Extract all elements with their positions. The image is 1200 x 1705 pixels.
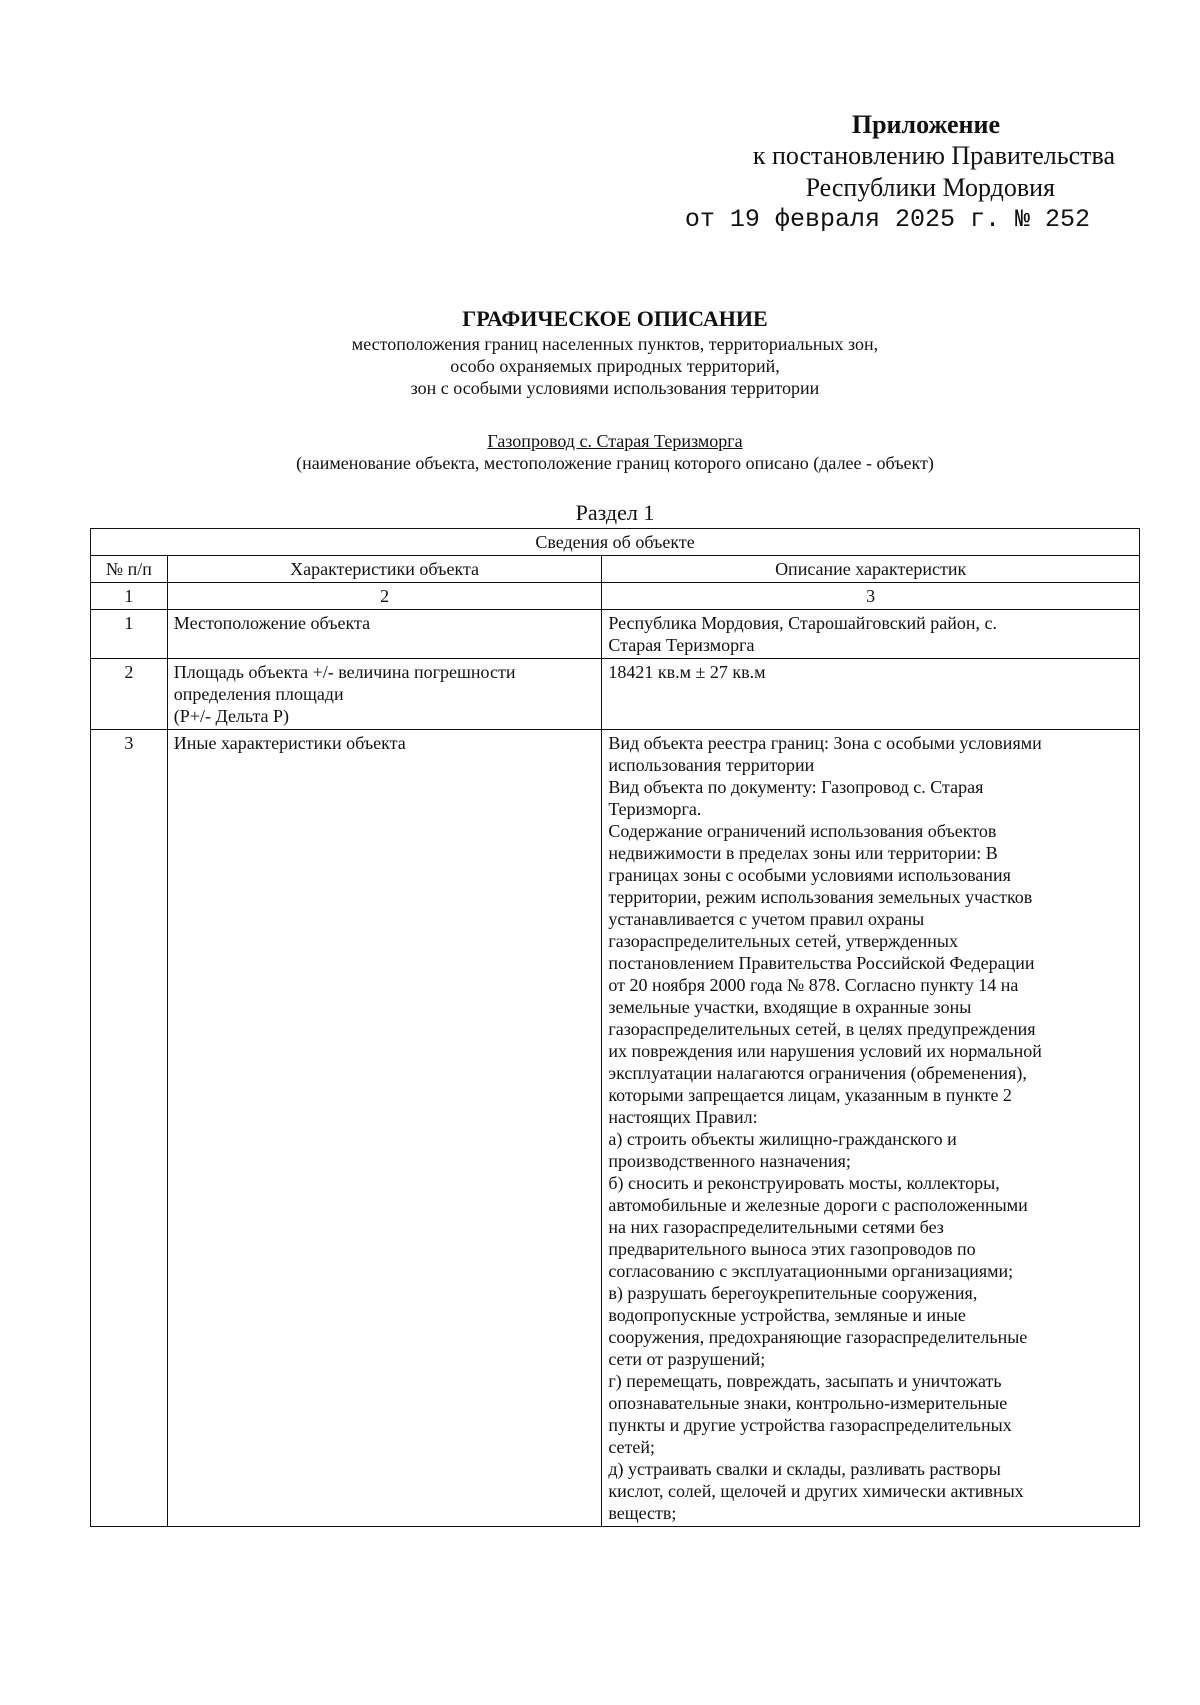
document-subtitle-2: особо охраняемых природных территорий, bbox=[450, 356, 780, 376]
document-heading bbox=[90, 305, 1140, 399]
object-name: Газопровод с. Старая Теризморга bbox=[487, 431, 743, 451]
appendix-title: Приложение bbox=[851, 110, 1000, 139]
row-number: 2 bbox=[91, 659, 168, 730]
object-name-caption: (наименование объекта, местоположение границ которого описано (далее - объект) bbox=[296, 453, 934, 473]
section-title: Раздел 1 bbox=[575, 500, 655, 525]
appendix-line-3: от 19 февраля 2025 г. № 252 bbox=[684, 205, 1090, 234]
appendix-line-2: Республики Мордовия bbox=[805, 173, 1055, 202]
object-name-block bbox=[90, 430, 1140, 474]
row-characteristic: Иные характеристики объекта bbox=[167, 730, 602, 1527]
column-number-row bbox=[91, 583, 1140, 610]
table-row bbox=[91, 730, 1140, 1527]
header-description: Описание характеристик bbox=[602, 556, 1140, 583]
row-description: 18421 кв.м ± 27 кв.м bbox=[602, 659, 1140, 730]
document-subtitle-3: зон с особыми условиями использования территории bbox=[410, 378, 820, 398]
header-characteristic: Характеристики объекта bbox=[167, 556, 602, 583]
row-number: 3 bbox=[91, 730, 168, 1527]
object-info-table bbox=[90, 528, 1140, 1527]
column-number-3: 3 bbox=[602, 583, 1140, 610]
document-subtitle-1: местоположения границ населенных пунктов, территориальных зон, bbox=[351, 334, 879, 354]
table-title: Сведения об объекте bbox=[91, 529, 1140, 556]
column-number-2: 2 bbox=[167, 583, 602, 610]
document-title: ГРАФИЧЕСКОЕ ОПИСАНИЕ bbox=[462, 306, 768, 331]
row-characteristic: Площадь объекта +/- величина погрешности определения площади (Р+/- Дельта Р) bbox=[167, 659, 602, 730]
table-header-row bbox=[91, 556, 1140, 583]
appendix-block bbox=[595, 110, 1115, 236]
table-title-row bbox=[91, 529, 1140, 556]
table-row bbox=[91, 659, 1140, 730]
row-description: Республика Мордовия, Старошайговский район, с. Старая Теризморга bbox=[602, 610, 1140, 659]
appendix-line-1: к постановлению Правительства bbox=[752, 141, 1115, 170]
row-number: 1 bbox=[91, 610, 168, 659]
row-description: Вид объекта реестра границ: Зона с особыми условиями использования территории Вид объекта по документу: Газопровод с. Старая Теризморга. Содержание ограничений использования объектов недвижимости в пределах зоны или территории: В границах зоны с особыми условиями использования территории, режим использования земельных участков устанавливается с учетом правил охраны газораспределительных сетей, утвержденных постановлением Правительства Российской Федерации от 20 ноября 2000 года № 878. Согласно пункту 14 на земельные участки, входящие в охранные зоны газораспределительных сетей, в целях предупреждения их повреждения или нарушения условий их нормальной эксплуатации налагаются ограничения (обременения), которыми запрещается лицам, указанным в пункте 2 настоящих Правил: а) строить объекты жилищно-гражданского и производственного назначения; б) сносить и реконструировать мосты, коллекторы, автомобильные и железные дороги с расположенными на них газораспределительными сетями без предварительного выноса этих газопроводов по согласованию с эксплуатационными организациями; в) разрушать берегоукрепительные сооружения, водопропускные устройства, земляные и иные сооружения, предохраняющие газораспределительные сети от разрушений; г) перемещать, повреждать, засыпать и уничтожать опознавательные знаки, контрольно-измерительные пункты и другие устройства газораспределительных сетей; д) устраивать свалки и склады, разливать растворы кислот, солей, щелочей и других химически активных веществ; bbox=[602, 730, 1140, 1527]
table-row bbox=[91, 610, 1140, 659]
row-characteristic: Местоположение объекта bbox=[167, 610, 602, 659]
header-number: № п/п bbox=[91, 556, 168, 583]
column-number-1: 1 bbox=[91, 583, 168, 610]
